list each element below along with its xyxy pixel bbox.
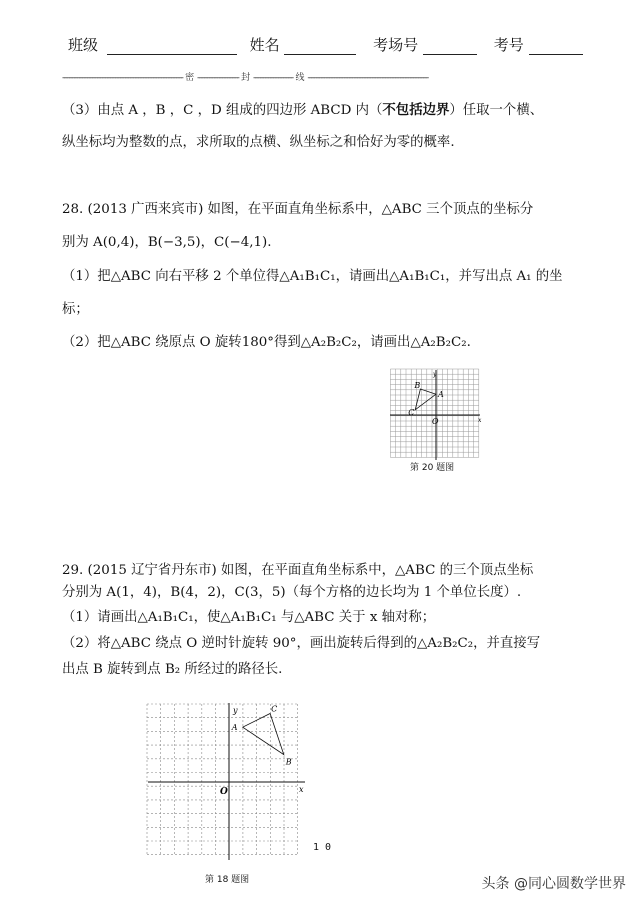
q29-figure-caption: 第 18 题图 (205, 875, 250, 885)
q28-line1: 28. (2013 广西来宾市) 如图，在平面直角坐标系中，△ABC 三个顶点的坐标分 (62, 202, 534, 217)
seal-char-feng: 封 (241, 73, 251, 83)
q28-line3: （1）把△ABC 向右平移 2 个单位得△A₁B₁C₁，请画出△A₁B₁C₁，并写出点 A₁ 的坐 (62, 269, 563, 284)
seal-dash-mid1: ------------------------- (197, 73, 239, 83)
q28-grid (390, 369, 478, 457)
q29-triangle-abc (243, 714, 284, 755)
seal-dash-left: ------------------------------------------------------------------------- (62, 73, 183, 83)
q29-point-a-label: A (231, 723, 238, 733)
q29-line2: 分别为 A(1，4)，B(4，2)，C(3，5)（每个方格的边长均为 1 个单位长度）. (62, 585, 522, 600)
q29-line3: （1）请画出△A₁B₁C₁，使△A₁B₁C₁ 与△ABC 关于 x 轴对称； (62, 610, 436, 625)
q28-x-label: x (478, 417, 482, 424)
seat-blank[interactable] (529, 40, 583, 55)
q27-part3-line1 (62, 100, 543, 121)
seal-dash-mid2: ------------------------ (253, 73, 293, 83)
q28-coordinate-figure (390, 368, 486, 464)
q28-figure-caption: 第 20 题图 (410, 463, 455, 473)
q28-line4: 标； (62, 302, 89, 317)
seal-char-xian: 线 (295, 73, 305, 83)
q29-grid (147, 704, 298, 855)
seat-label: 考号 (493, 36, 524, 54)
watermark: 头条 @同心圆数学世界 (481, 876, 626, 892)
q29-y-label: y (233, 706, 238, 715)
q28-point-c-label: C (408, 407, 415, 417)
q28-line2: 别为 A(0,4)，B(−3,5)，C(−4,1). (62, 235, 272, 250)
q29-point-b-label: B (285, 757, 292, 767)
q28-line5: （2）把△ABC 绕原点 O 旋转180°得到△A₂B₂C₂，请画出△A₂B₂C₂. (62, 335, 471, 350)
q27-text-a: （3）由点 A ，B ，C ，D 组成的四边形 ABCD 内（ (62, 103, 383, 118)
q29-coordinate-figure (145, 700, 315, 864)
q27-part3-line2: 纵坐标均为整数的点，求所取的点横、纵坐标之和恰好为零的概率. (62, 135, 455, 150)
name-label: 姓名 (249, 36, 280, 54)
q27-text-bold: 不包括边界 (382, 102, 450, 118)
q28-origin-label: O (432, 417, 439, 426)
q28-y-label: y (433, 371, 437, 378)
q27-text-b: ）任取一个横、 (449, 103, 544, 118)
exam-header (68, 34, 583, 55)
side-number: 1 0 (313, 842, 332, 853)
q28-point-a-label: A (438, 390, 444, 400)
room-label: 考场号 (373, 36, 419, 54)
q29-origin-label: O (220, 787, 228, 797)
name-blank[interactable] (284, 40, 356, 55)
seal-dash-right: ------------------------------------------------------------------------- (307, 73, 428, 83)
q28-triangle-abc (415, 389, 436, 410)
q29-x-label: x (299, 785, 304, 794)
q29-line4: （2）将△ABC 绕点 O 逆时针旋转 90°，画出旋转后得到的△A₂B₂C₂，并直接写 (62, 636, 541, 651)
seal-char-mi: 密 (185, 73, 195, 83)
room-blank[interactable] (423, 40, 477, 55)
q29-line5: 出点 B 旋转到点 B₂ 所经过的路径长. (62, 662, 283, 677)
q28-point-b-label: B (414, 381, 421, 390)
class-label: 班级 (68, 36, 99, 54)
class-blank[interactable] (107, 40, 237, 55)
seal-line (62, 70, 567, 83)
q29-point-c-label: C (271, 704, 278, 714)
q29-line1: 29. (2015 辽宁省丹东市) 如图，在平面直角坐标系中，△ABC 的三个顶点坐标 (62, 563, 534, 578)
